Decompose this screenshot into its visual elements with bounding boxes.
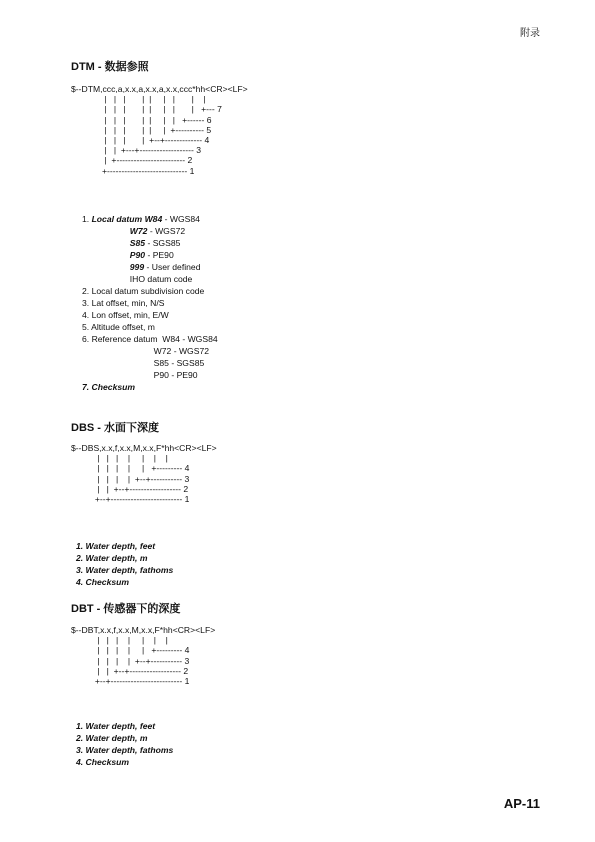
item-number — [82, 226, 130, 236]
item-number — [82, 274, 130, 284]
item-emphasis: Local datum W84 — [91, 214, 163, 224]
dtm-list-item — [82, 309, 218, 321]
dtm-title: DTM - 数据参照 — [71, 61, 149, 73]
item-text: - SGS85 — [145, 238, 181, 248]
dtm-list-item — [82, 237, 218, 249]
item-text: - User defined — [144, 262, 201, 272]
dbt-field-list — [76, 720, 173, 768]
dtm-list-item — [82, 273, 218, 285]
item-text: - WGS84 — [162, 214, 200, 224]
appendix-header: 附录 — [520, 28, 540, 39]
item-number: 3. — [82, 298, 92, 308]
item-text: - PE90 — [145, 250, 174, 260]
item-text: Reference datum W84 - WGS84 — [91, 334, 218, 344]
dbs-sentence-diagram: $--DBS,x.x,f,x.x,M,x.x,F*hh<CR><LF> | | | | | | | | | | | | +--------- 4 | | | | +--+----------- 3 | | +--+------------------ 2 +--+------------------------- 1 — [71, 443, 217, 505]
dtm-list-item — [82, 261, 218, 273]
item-number: 6. — [82, 334, 92, 344]
dbt-list-item: 1. Water depth, feet — [76, 721, 156, 731]
dtm-list-item — [82, 321, 218, 333]
item-number: 2. — [82, 286, 92, 296]
dtm-list-item — [82, 357, 218, 369]
dtm-list-item — [82, 285, 218, 297]
dbt-list-item: 3. Water depth, fathoms — [76, 745, 174, 755]
item-text: Altitude offset, m — [91, 322, 155, 332]
item-emphasis: W72 — [129, 226, 148, 236]
dtm-list-item — [82, 333, 218, 345]
dbs-title: DBS - 水面下深度 — [71, 422, 159, 434]
dbt-list-item: 2. Water depth, m — [76, 733, 148, 743]
dbs-field-list — [76, 540, 173, 588]
item-emphasis: 999 — [129, 262, 145, 272]
dtm-list-item — [82, 345, 218, 357]
dtm-list-item — [82, 249, 218, 261]
item-number — [82, 250, 130, 260]
dtm-list-item — [82, 381, 218, 393]
item-number — [82, 238, 130, 248]
dtm-list-item — [82, 369, 218, 381]
item-number — [82, 358, 154, 368]
item-number: 4. — [82, 310, 92, 320]
item-number — [82, 262, 130, 272]
item-text: S85 - SGS85 — [153, 358, 205, 368]
dbs-list-item: 4. Checksum — [76, 577, 130, 587]
dtm-list-item — [82, 297, 218, 309]
item-emphasis: 7. Checksum — [82, 382, 136, 392]
item-number — [82, 346, 154, 356]
item-text: IHO datum code — [129, 274, 193, 284]
dbt-title: DBT - 传感器下的深度 — [71, 603, 181, 615]
item-text: Local datum subdivision code — [91, 286, 205, 296]
page-number: AP-11 — [503, 796, 540, 811]
item-text: Lat offset, min, N/S — [91, 298, 165, 308]
item-text: - WGS72 — [147, 226, 186, 236]
item-number: 5. — [82, 322, 92, 332]
dbs-list-item: 3. Water depth, fathoms — [76, 565, 174, 575]
item-emphasis: S85 — [129, 238, 146, 248]
dtm-field-list — [82, 213, 218, 393]
dbs-list-item: 2. Water depth, m — [76, 553, 148, 563]
item-emphasis: P90 — [129, 250, 146, 260]
dtm-sentence-diagram: $--DTM,ccc,a,x.x,a,x.x,a,x.x,ccc*hh<CR><LF> | | | | | | | | | | | | | | | | | +--- 7 | | | | | | | +------ 6 | | | | | | +---------- 5 | | | | +--+------------- 4 | | +---+------------------- 3 | +------------------------ 2 +---------------------------- 1 — [71, 84, 248, 176]
dtm-list-item — [82, 225, 218, 237]
dbt-list-item: 4. Checksum — [76, 757, 130, 767]
item-text: W72 - WGS72 — [153, 346, 210, 356]
dbt-sentence-diagram: $--DBT,x.x,f,x.x,M,x.x,F*hh<CR><LF> | | | | | | | | | | | | +--------- 4 | | | | +--+----------- 3 | | +--+------------------ 2 +--+------------------------- 1 — [71, 625, 216, 687]
item-text: P90 - PE90 — [153, 370, 198, 380]
dbs-list-item: 1. Water depth, feet — [76, 541, 156, 551]
item-text: Lon offset, min, E/W — [91, 310, 169, 320]
item-number — [82, 370, 154, 380]
dtm-list-item — [82, 213, 218, 225]
item-number: 1. — [82, 214, 92, 224]
